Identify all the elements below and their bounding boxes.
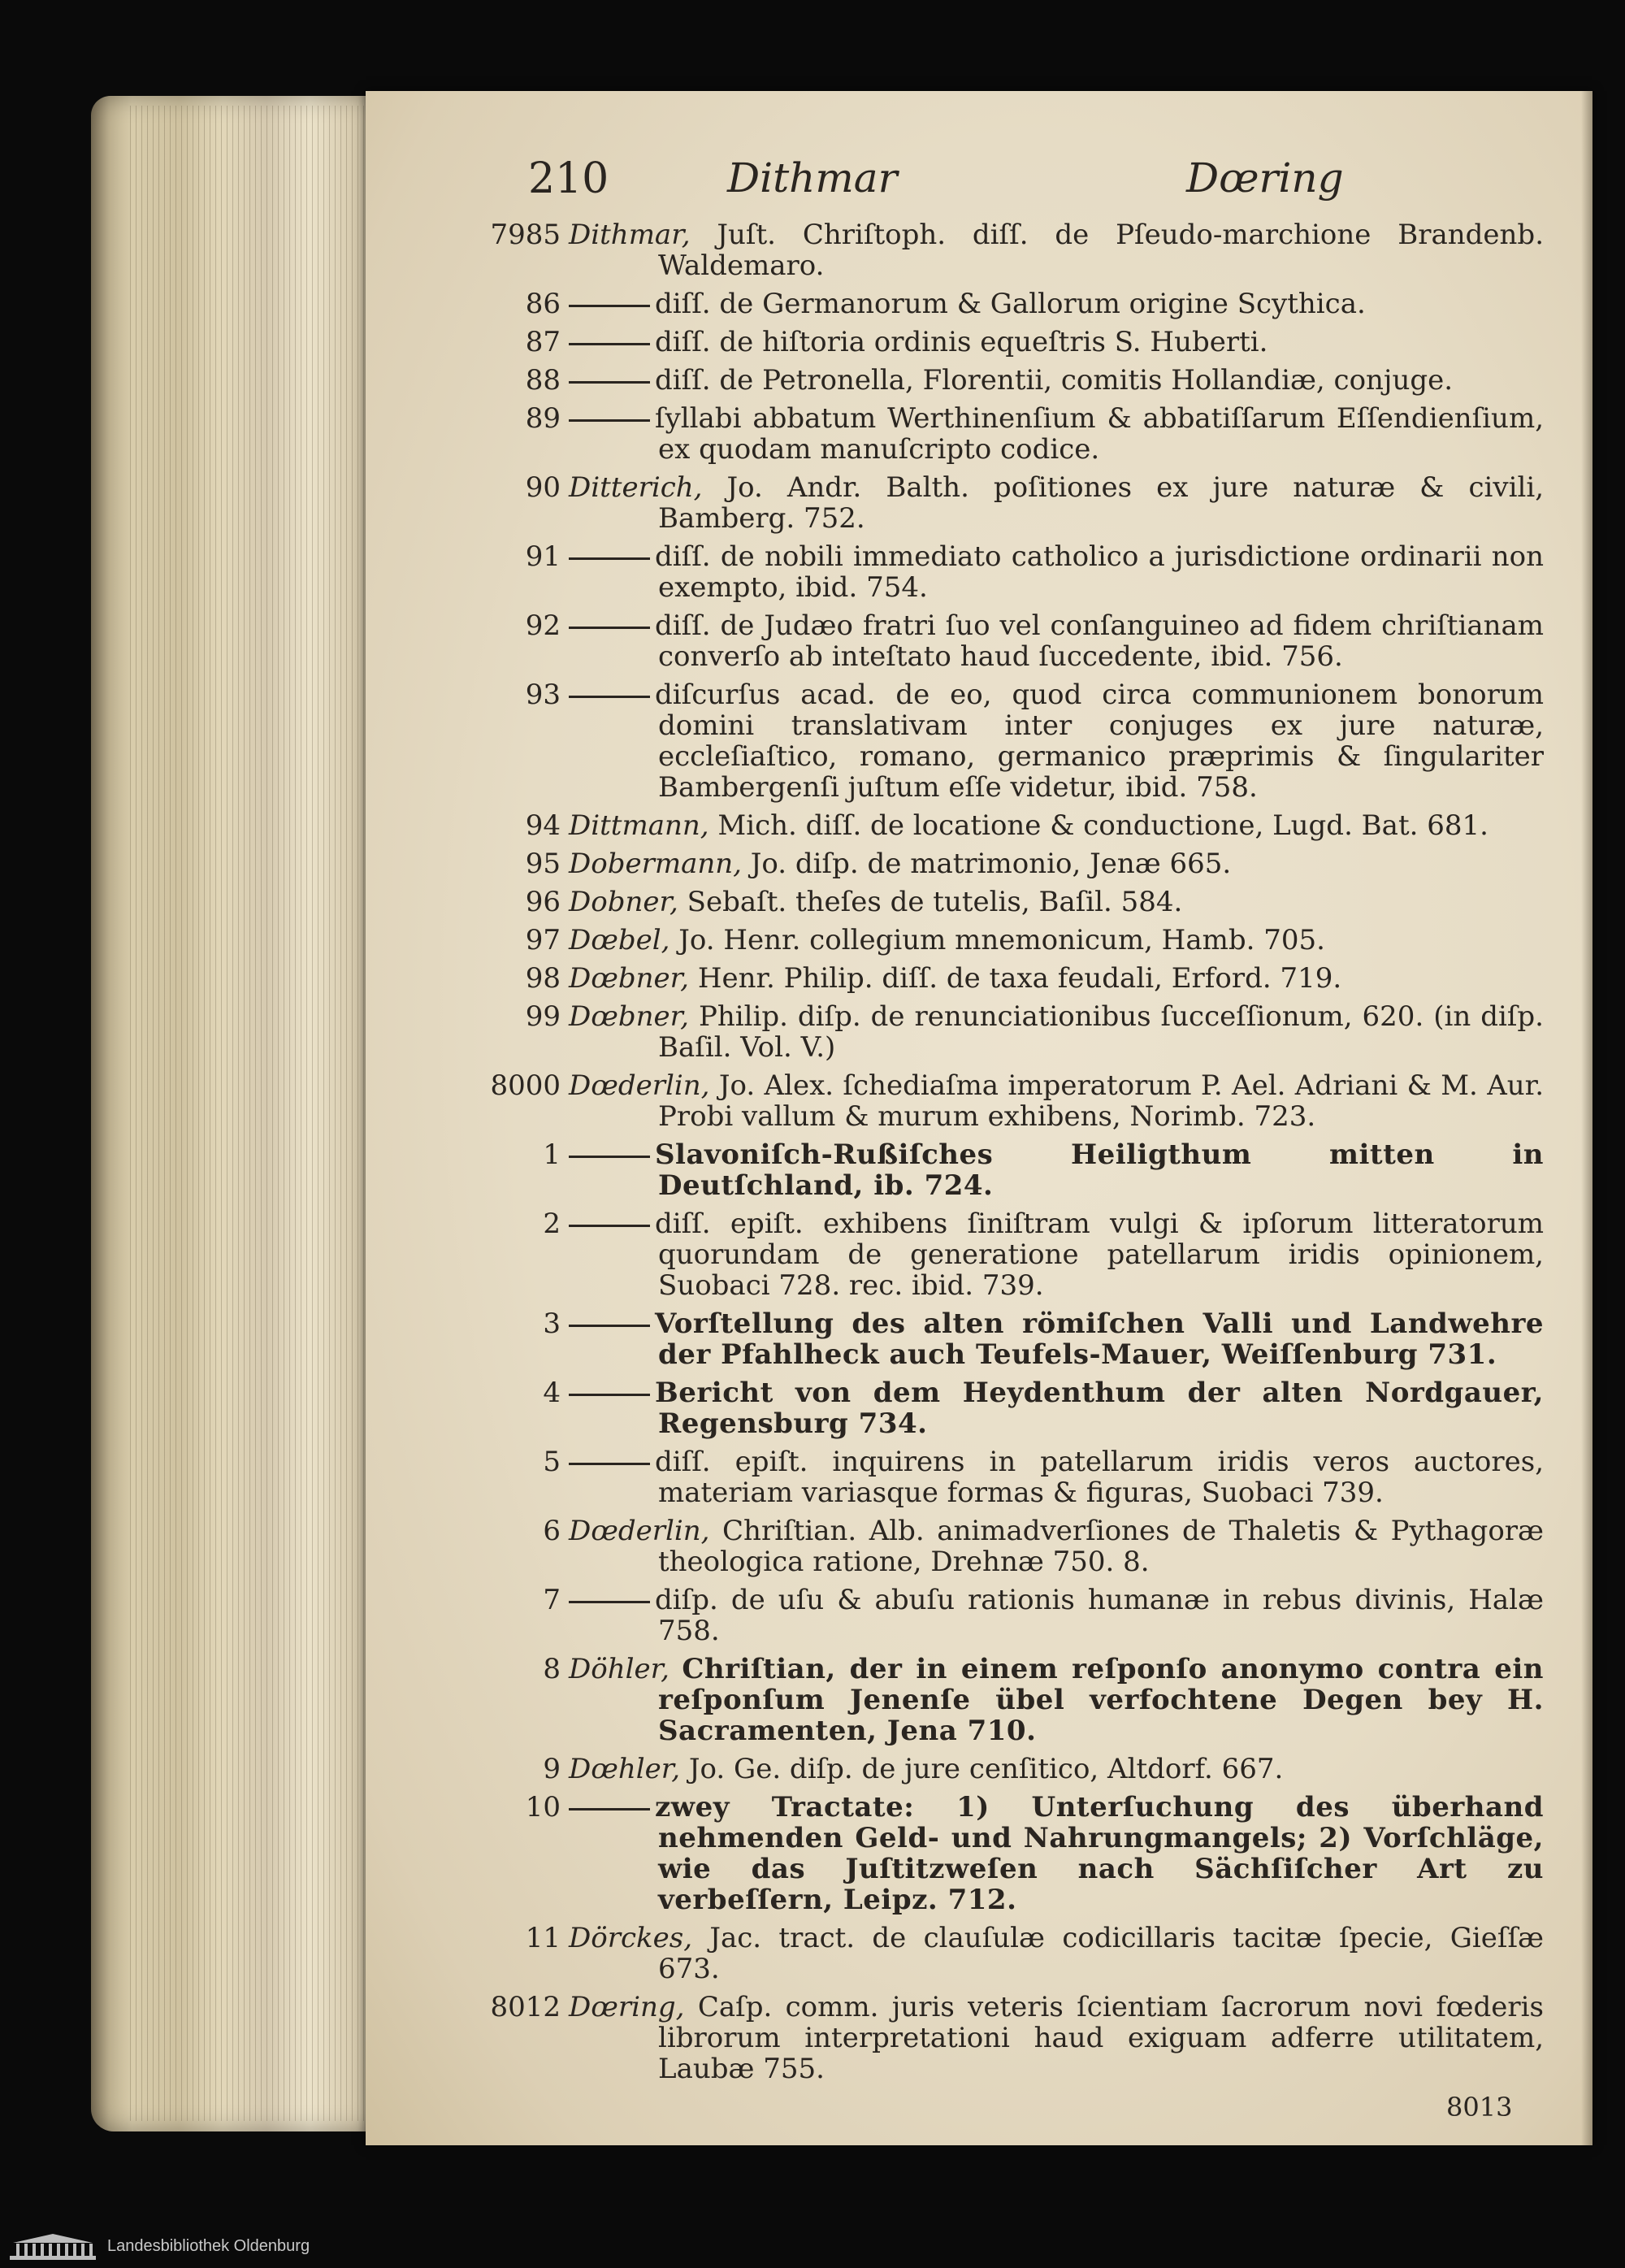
bibliography-entry bbox=[382, 327, 1544, 358]
entry-number: 8012 bbox=[490, 1991, 561, 2023]
bibliography-entry bbox=[382, 610, 1544, 672]
bibliography-entry bbox=[382, 365, 1544, 396]
library-building-icon bbox=[8, 2231, 98, 2262]
entry-number: 10 bbox=[525, 1791, 561, 1824]
entry-body bbox=[569, 679, 1544, 803]
entry-number: 1 bbox=[543, 1138, 561, 1171]
entry-body bbox=[569, 1139, 1544, 1201]
entry-text: Jo. diſp. de matrimonio, Jenæ 665. bbox=[750, 848, 1232, 880]
bibliography-entry bbox=[382, 1208, 1544, 1301]
bibliography-entry bbox=[382, 1754, 1544, 1784]
entry-text: Jo. Andr. Balth. poſitiones ex jure naturæ & civili, Bamberg. 752. bbox=[658, 471, 1545, 535]
entry-text: diſp. de uſu & abuſu rationis humanæ in rebus divinis, Halæ 758. bbox=[655, 1584, 1544, 1647]
ditto-dash bbox=[569, 1601, 650, 1603]
entry-author: Dobermann, bbox=[569, 848, 742, 880]
entry-number: 94 bbox=[525, 809, 561, 842]
bibliography-entry bbox=[382, 963, 1544, 994]
entry-number: 3 bbox=[543, 1307, 561, 1340]
page-number: 210 bbox=[528, 154, 609, 203]
entry-number: 11 bbox=[525, 1922, 561, 1954]
entry-text: Jo. Henr. collegium mnemonicum, Hamb. 705. bbox=[678, 924, 1325, 956]
entry-author: Dittmann, bbox=[569, 809, 709, 842]
entry-author: Döhler, bbox=[569, 1653, 670, 1685]
bibliography-entry bbox=[382, 1001, 1544, 1063]
entry-body bbox=[569, 925, 1544, 956]
entry-number: 89 bbox=[525, 402, 561, 435]
entry-author: Dœderlin, bbox=[569, 1515, 710, 1547]
entry-body bbox=[569, 541, 1544, 603]
bibliography-entry bbox=[382, 1923, 1544, 1984]
entry-text: Jac. tract. de clauſulæ codicillaris tacitæ ſpecie, Gieſſæ 673. bbox=[658, 1922, 1544, 1985]
bibliography-entry bbox=[382, 288, 1544, 319]
ditto-dash bbox=[569, 1808, 650, 1810]
bibliography-entries bbox=[382, 219, 1544, 2084]
entry-number: 9 bbox=[543, 1753, 561, 1785]
entry-body bbox=[569, 365, 1544, 396]
entry-number: 7 bbox=[543, 1584, 561, 1616]
entry-text: Caſp. comm. juris veteris ſcientiam ſacrorum novi fœderis librorum interpretationi haud exiguam adferre utilitatem, Laubæ 755. bbox=[658, 1991, 1544, 2085]
entry-number: 7985 bbox=[490, 219, 561, 251]
bibliography-entry bbox=[382, 887, 1544, 917]
entry-body bbox=[569, 288, 1544, 319]
entry-text: Bericht von dem Heydenthum der alten Nordgauer, Regensburg 734. bbox=[655, 1377, 1544, 1440]
bibliography-entry bbox=[382, 1516, 1544, 1577]
entry-body bbox=[569, 1923, 1544, 1984]
entry-number: 95 bbox=[525, 848, 561, 880]
entry-text: diſſ. de Germanorum & Gallorum origine Scythica. bbox=[655, 288, 1366, 320]
bibliography-entry bbox=[382, 1377, 1544, 1439]
entry-text: Mich. diſſ. de locatione & conductione, Lugd. Bat. 681. bbox=[717, 809, 1488, 842]
entry-body bbox=[569, 1754, 1544, 1784]
ditto-dash bbox=[569, 1325, 650, 1327]
ditto-dash bbox=[569, 305, 650, 307]
ditto-dash bbox=[569, 343, 650, 345]
entry-text: diſſ. epiſt. exhibens ſiniſtram vulgi & ipſorum litteratorum quorundam de generatione patellarum iridis opinionem, Suobaci 728. rec. ibid. 739. bbox=[655, 1208, 1544, 1302]
entry-number: 86 bbox=[525, 288, 561, 320]
running-head bbox=[382, 154, 1544, 216]
entry-number: 99 bbox=[525, 1000, 561, 1033]
entry-text: Henr. Philip. diſſ. de taxa feudali, Erford. 719. bbox=[697, 962, 1342, 995]
entry-author: Dœhler, bbox=[569, 1753, 681, 1785]
entry-number: 87 bbox=[525, 326, 561, 358]
bibliography-entry bbox=[382, 810, 1544, 841]
entry-text: Chriſtian, der in einem reſponſo anonymo contra ein reſponſum Jenenſe übel verfochtene Degen bey H. Sacramenten, Jena 710. bbox=[658, 1653, 1544, 1747]
entry-body bbox=[569, 1001, 1544, 1063]
entry-text: diſſ. de Petronella, Florentii, comitis Hollandiæ, conjuge. bbox=[655, 364, 1454, 397]
bibliography-entry bbox=[382, 1654, 1544, 1746]
entry-body bbox=[569, 1654, 1544, 1746]
entry-number: 5 bbox=[543, 1446, 561, 1478]
bibliography-entry bbox=[382, 925, 1544, 956]
running-head-right: Dœring bbox=[1186, 154, 1344, 202]
entry-number: 98 bbox=[525, 962, 561, 995]
entry-body bbox=[569, 403, 1544, 465]
entry-body bbox=[569, 610, 1544, 672]
entry-text: Philip. diſp. de renunciationibus ſucceſſionum, 620. (in diſp. Baſil. Vol. V.) bbox=[658, 1000, 1544, 1064]
entry-body bbox=[569, 1516, 1544, 1577]
entry-body bbox=[569, 1208, 1544, 1301]
entry-number: 2 bbox=[543, 1208, 561, 1240]
entry-number: 8000 bbox=[490, 1069, 561, 1102]
entry-number: 4 bbox=[543, 1377, 561, 1409]
entry-number: 91 bbox=[525, 540, 561, 573]
entry-text: diſſ. de Judæo fratri ſuo vel conſanguineo ad fidem chriſtianam converſo ab inteſtato haud ſuccedente, ibid. 756. bbox=[655, 609, 1544, 673]
entry-number: 8 bbox=[543, 1653, 561, 1685]
bibliography-entry bbox=[382, 1585, 1544, 1646]
entry-body bbox=[569, 848, 1544, 879]
entry-text: zwey Tractate: 1) Unterſuchung des überhand nehmenden Geld- und Nahrungmangels; 2) Vorſchläge, wie das Juſtitzweſen nach Sächſiſcher Art zu verbeſſern, Leipz. 712. bbox=[655, 1791, 1544, 1916]
ditto-dash bbox=[569, 1394, 650, 1396]
ditto-dash bbox=[569, 1156, 650, 1158]
bibliography-entry bbox=[382, 1446, 1544, 1508]
bibliography-entry bbox=[382, 1308, 1544, 1370]
entry-body bbox=[569, 1792, 1544, 1915]
entry-number: 93 bbox=[525, 679, 561, 711]
entry-author: Dœring, bbox=[569, 1991, 685, 2023]
entry-text: Chriſtian. Alb. animadverſiones de Thaletis & Pythagoræ theologica ratione, Drehnæ 750. 8. bbox=[658, 1515, 1544, 1578]
bibliography-entry bbox=[382, 472, 1544, 534]
entry-body bbox=[569, 887, 1544, 917]
ditto-dash bbox=[569, 1463, 650, 1465]
entry-body bbox=[569, 1992, 1544, 2084]
entry-text: Slavoniſch-Rußiſches Heiligthum mitten in Deutſchland, ib. 724. bbox=[655, 1138, 1544, 1202]
entry-author: Dœbner, bbox=[569, 962, 689, 995]
ditto-dash bbox=[569, 557, 650, 560]
bibliography-entry bbox=[382, 1139, 1544, 1201]
ditto-dash bbox=[569, 627, 650, 629]
entry-body bbox=[569, 1308, 1544, 1370]
entry-body bbox=[569, 1070, 1544, 1132]
entry-number: 97 bbox=[525, 924, 561, 956]
bibliography-entry bbox=[382, 541, 1544, 603]
bibliography-entry bbox=[382, 1992, 1544, 2084]
entry-body bbox=[569, 1377, 1544, 1439]
entry-author: Dithmar, bbox=[569, 219, 691, 251]
running-head-left: Dithmar bbox=[727, 154, 898, 202]
ditto-dash bbox=[569, 1225, 650, 1227]
entry-number: 90 bbox=[525, 471, 561, 504]
entry-author: Dobner, bbox=[569, 886, 678, 918]
entry-text: diſſ. epiſt. inquirens in patellarum iridis veros auctores, materiam variasque formas & figuras, Suobaci 739. bbox=[655, 1446, 1544, 1509]
entry-text: Vorſtellung des alten römiſchen Valli und Landwehre der Pfahlheck auch Teufels-Mauer, Weiſſenburg 731. bbox=[655, 1307, 1544, 1371]
bibliography-entry bbox=[382, 219, 1544, 281]
entry-text: diſcurſus acad. de eo, quod circa communionem bonorum domini translativam inter conjuges ex jure naturæ, eccleſiaſtico, romano, germanico præprimis & ſingulariter Bambergenſi juſtum eſſe videtur, ibid. 758. bbox=[655, 679, 1544, 804]
entry-text: Juſt. Chriſtoph. diſſ. de Pſeudo-marchione Brandenb. Waldemaro. bbox=[658, 219, 1544, 282]
entry-body bbox=[569, 1585, 1544, 1646]
entry-text: Sebaſt. theſes de tutelis, Baſil. 584. bbox=[687, 886, 1183, 918]
entry-author: Dœbel, bbox=[569, 924, 670, 956]
catchword: 8013 bbox=[1446, 2092, 1513, 2123]
entry-text: diſſ. de hiſtoria ordinis equeſtris S. Huberti. bbox=[655, 326, 1268, 358]
entry-author: Dörckes, bbox=[569, 1922, 693, 1954]
bibliography-entry bbox=[382, 679, 1544, 803]
page-text bbox=[382, 154, 1545, 2123]
entry-number: 6 bbox=[543, 1515, 561, 1547]
bibliography-entry bbox=[382, 1070, 1544, 1132]
entry-author: Dœderlin, bbox=[569, 1069, 710, 1102]
entry-body bbox=[569, 472, 1544, 534]
entry-number: 96 bbox=[525, 886, 561, 918]
page-edge-shadow bbox=[1581, 91, 1592, 2145]
entry-number: 88 bbox=[525, 364, 561, 397]
entry-text: ſyllabi abbatum Werthinenſium & abbatiſſarum Eſſendienſium, ex quodam manuſcripto codice. bbox=[655, 402, 1544, 466]
bibliography-entry bbox=[382, 1792, 1544, 1915]
ditto-dash bbox=[569, 381, 650, 384]
entry-text: Jo. Alex. ſchediaſma imperatorum P. Ael. Adriani & M. Aur. Probi vallum & murum exhibens, Norimb. 723. bbox=[658, 1069, 1544, 1133]
ditto-dash bbox=[569, 696, 650, 698]
entry-author: Dœbner, bbox=[569, 1000, 689, 1033]
entry-body bbox=[569, 810, 1544, 841]
entry-text: Jo. Ge. diſp. de jure cenſitico, Altdorf. 667. bbox=[688, 1753, 1284, 1785]
page-stack-lines bbox=[130, 106, 374, 2121]
bibliography-entry bbox=[382, 848, 1544, 879]
entry-body bbox=[569, 327, 1544, 358]
entry-body bbox=[569, 219, 1544, 281]
library-name: Landesbibliothek Oldenburg bbox=[107, 2237, 310, 2255]
entry-author: Ditterich, bbox=[569, 471, 703, 504]
entry-text: diſſ. de nobili immediato catholico a jurisdictione ordinarii non exempto, ibid. 754. bbox=[655, 540, 1544, 604]
entry-number: 92 bbox=[525, 609, 561, 642]
entry-body bbox=[569, 1446, 1544, 1508]
ditto-dash bbox=[569, 419, 650, 422]
entry-body bbox=[569, 963, 1544, 994]
bibliography-entry bbox=[382, 403, 1544, 465]
